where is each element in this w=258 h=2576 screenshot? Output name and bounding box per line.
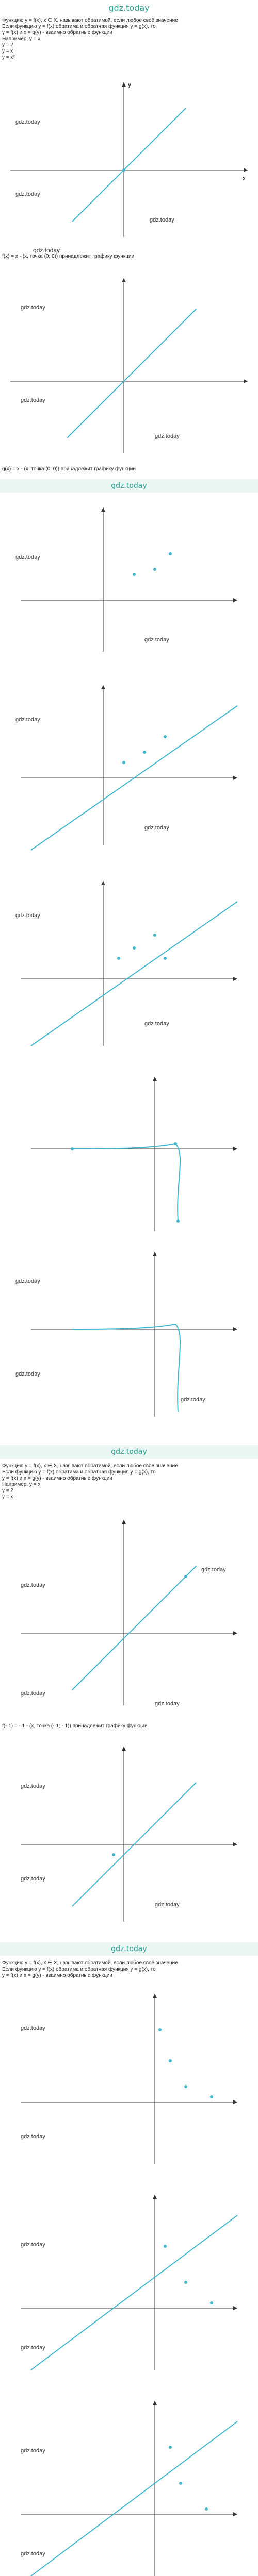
graph-plot-5 [0, 871, 258, 1056]
watermark: gdz.today [150, 217, 174, 223]
graph-plot-7 [0, 1247, 258, 1432]
section-a-text [2, 247, 256, 260]
graph-line [72, 108, 186, 222]
intro-line-2: Если функцию y = f(x) обратима и обратная функция y = g(x), то [2, 24, 156, 29]
section-d-line-2: Если функцию y = f(x) обратима и обратная функция y = g(x), то [2, 1967, 156, 1972]
graph-line [67, 309, 196, 438]
axis-x-label: x [243, 175, 246, 182]
intro-line-3: y = f(x) и x = g(y) - взаимно обратные функции [2, 30, 112, 36]
section-a-text-2 [2, 466, 256, 472]
brand-separator-2 [0, 1445, 258, 1459]
section-d-text [2, 1960, 256, 1979]
watermark: gdz.today [144, 1021, 169, 1027]
intro-text [2, 18, 256, 61]
watermark: gdz.today [21, 2448, 45, 2454]
watermark: gdz.today [15, 191, 40, 197]
watermark: gdz.today [181, 1397, 205, 1403]
section-b-text [2, 1463, 256, 1500]
graph-plot-6 [0, 1072, 258, 1242]
section-b-line-3: y = f(x) и x = g(y) - взаимно обратные функции [2, 1476, 112, 1481]
section-a-line-2: g(x) = x - (x, точка (0; 0)) принадлежит графику функции [2, 466, 136, 472]
watermark: gdz.today [155, 433, 180, 439]
brand-label: gdz.today [111, 1448, 147, 1456]
brand-logo[interactable]: gdz.today [108, 3, 150, 13]
section-b-line-4: Например, y = x [2, 1482, 41, 1487]
graph-plot-4 [0, 675, 258, 860]
watermark: gdz.today [21, 1690, 45, 1697]
brand-separator-3 [0, 1942, 258, 1956]
watermark: gdz.today [21, 1783, 45, 1789]
watermark: gdz.today [201, 1567, 226, 1573]
graph-plot-12 [0, 2391, 258, 2576]
watermark: gdz.today [21, 2242, 45, 2248]
watermark: gdz.today [155, 1701, 180, 1707]
graph-plot-3 [0, 497, 258, 667]
watermark: gdz.today [155, 1902, 180, 1908]
site-header [0, 3, 258, 13]
watermark: gdz.today [15, 1371, 40, 1377]
watermark: gdz.today [21, 2551, 45, 2557]
graph-plot-9 [0, 1736, 258, 1932]
section-b-line-1: Функцию y = f(x), x ∈ X, называют обратимой, если любое своё значение [2, 1463, 178, 1469]
watermark: gdz.today [15, 717, 40, 723]
graph-plot-11 [0, 2184, 258, 2380]
intro-line-4: Например, y = x [2, 36, 41, 42]
watermark: gdz.today [21, 397, 45, 403]
watermark: gdz.today [144, 825, 169, 831]
section-b-line-6: y = x [2, 1494, 13, 1500]
watermark: gdz.today [15, 119, 40, 125]
watermark: gdz.today [144, 637, 169, 643]
section-a-line-1: f(x) = x - (x, точка (0; 0)) принадлежит графику функции [2, 253, 135, 259]
section-d-line-1: Функцию y = f(x), x ∈ X, называют обратимой, если любое своё значение [2, 1960, 178, 1966]
section-c-text [2, 1723, 256, 1730]
watermark: gdz.today [15, 1278, 40, 1284]
watermark: gdz.today [21, 2345, 45, 2351]
watermark: gdz.today [21, 2025, 45, 2031]
graph-plot-1 [0, 72, 258, 242]
watermark: gdz.today [21, 2133, 45, 2140]
graph-plot-8 [0, 1510, 258, 1716]
brand-separator [0, 479, 258, 493]
watermark: gdz.today [21, 304, 45, 311]
section-b-line-5: y = 2 [2, 1488, 13, 1494]
axis-y-label: y [128, 81, 131, 88]
section-d-line-3: y = f(x) и x = g(y) - взаимно обратные функции [2, 1973, 112, 1978]
graph-plot-10 [0, 1984, 258, 2174]
brand-label: gdz.today [111, 1945, 147, 1953]
watermark: gdz.today [21, 1876, 45, 1882]
watermark: gdz.today [21, 1582, 45, 1588]
intro-line-6: y = x [2, 48, 13, 54]
watermark: gdz.today [15, 912, 40, 919]
section-b-line-2: Если функцию y = f(x) обратима и обратная функция y = g(x), то [2, 1469, 156, 1475]
intro-line-5: y = 2 [2, 42, 13, 48]
intro-line-7: y = x² [2, 55, 15, 60]
section-a-watermark: gdz.today [33, 247, 60, 253]
section-c-line-1: f(- 1) = - 1 - (x, точка (- 1; - 1)) принадлежит графику функции [2, 1723, 148, 1729]
watermark: gdz.today [15, 554, 40, 561]
brand-label: gdz.today [111, 482, 147, 490]
intro-line-1: Функцию y = f(x), x ∈ X, называют обратимой, если любое своё значение [2, 18, 178, 23]
graph-point [122, 168, 125, 172]
graph-plot-2 [0, 268, 258, 464]
